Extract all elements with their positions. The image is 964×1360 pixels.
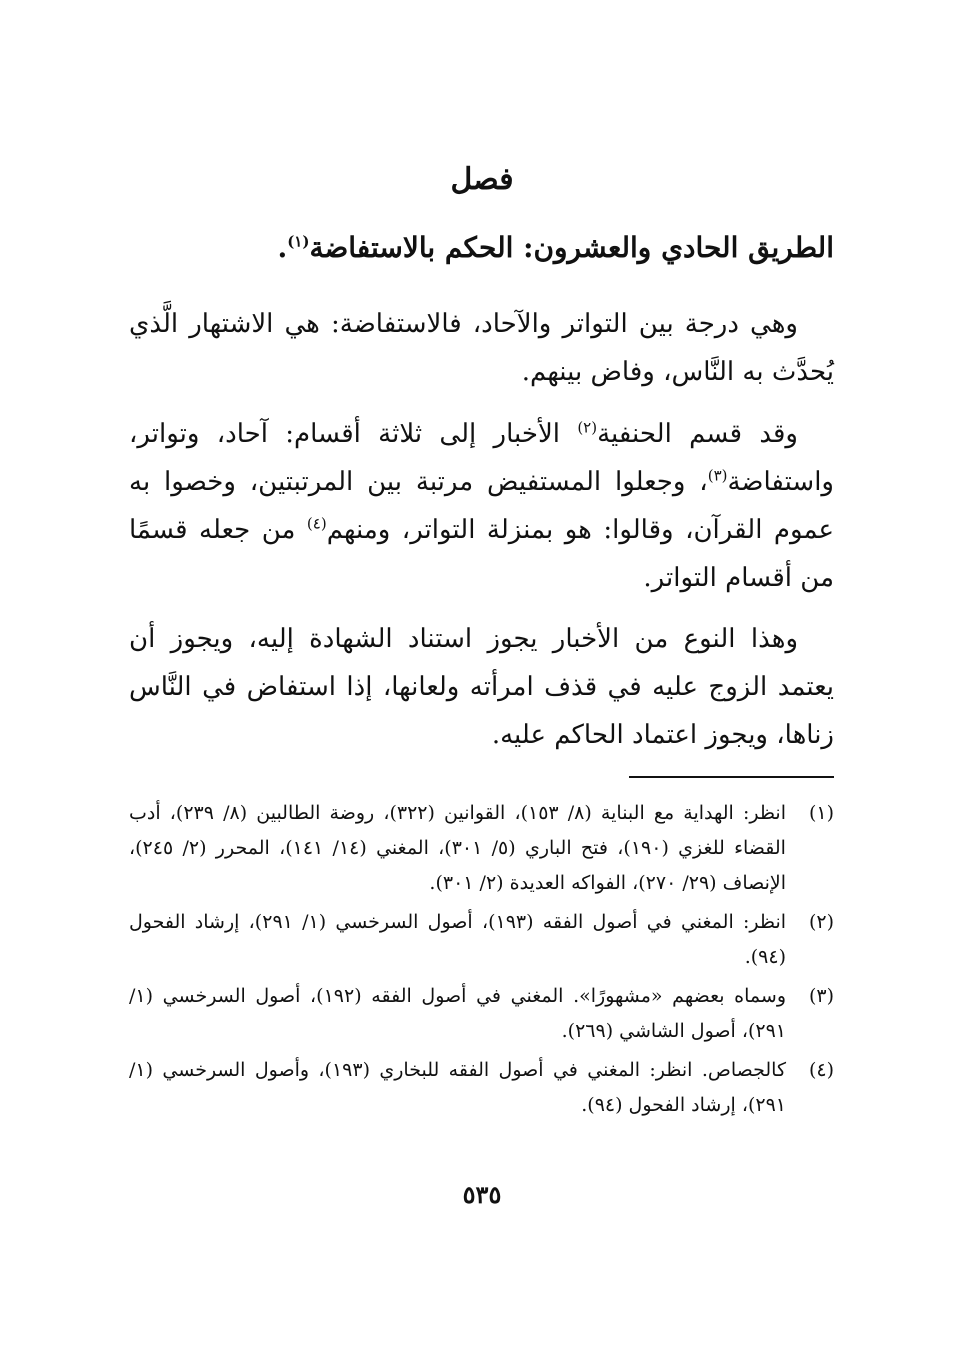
heading-trailing: .	[277, 231, 288, 264]
footnote-item	[129, 979, 834, 1049]
footnote-ref-4: (٤)	[306, 514, 327, 533]
footnote-text: وسماه بعضهم «مشهورًا». المغني في أصول الفقه (١٩٢)، أصول السرخسي (١/ ٢٩١)، أصول الشاشي (٢٦٩).	[129, 985, 786, 1042]
footnote-number: (٣)	[808, 985, 834, 1007]
footnote-ref-1: (١)	[287, 232, 310, 251]
footnote-ref-2: (٢)	[577, 418, 598, 437]
heading-text: الطريق الحادي والعشرون: الحكم بالاستفاضة	[309, 231, 834, 264]
footnote-separator	[629, 776, 834, 778]
page-number: ٥٣٥	[462, 1180, 502, 1209]
footnote-item	[129, 905, 834, 975]
paragraph-2	[129, 410, 834, 602]
footnote-text: انظر: المغني في أصول الفقه (١٩٣)، أصول السرخسي (١/ ٢٩١)، إرشاد الفحول (٩٤).	[129, 911, 787, 968]
footnote-number: (٤)	[808, 1059, 834, 1081]
footnote-ref-3: (٣)	[707, 466, 728, 485]
paragraph-3: وهذا النوع من الأخبار يجوز استناد الشهادة إليه، ويجوز أن يعتمد الزوج عليه في قذف امرأته ولعانها، إذا استفاض في النَّاس زناها، ويجوز اعتماد الحاكم عليه.	[129, 624, 834, 750]
footnote-text: انظر: الهداية مع البناية (٨/ ١٥٣)، القوانين (٣٢٢)، روضة الطالبين (٨/ ٢٣٩)، أدب القضاء للغزي (١٩٠)، فتح الباري (٥/ ٣٠١)، المغني (١٤/ ١٤١)، المحرر (٢/ ٢٤٥)، الإنصاف (٢٩/ ٢٧٠)، الفواكه العديدة (٢/ ٣٠١).	[129, 802, 787, 894]
footnotes-list	[129, 796, 834, 1127]
footnote-number: (٢)	[808, 911, 834, 933]
footnote-number: (١)	[808, 802, 834, 824]
footnote-text: كالجصاص. انظر: المغني في أصول الفقه للبخاري (١٩٣)، وأصول السرخسي (١/ ٢٩١)، إرشاد الفحول (٩٤).	[129, 1059, 786, 1116]
footnote-item	[129, 1053, 834, 1123]
paragraph-2-part-2: الأخبار إلى ثلاثة أقسام: آحاد، وتواتر، واستفاضة	[129, 419, 834, 497]
paragraph-1: وهي درجة بين التواتر والآحاد، فالاستفاضة: هي الاشتهار الَّذي يُحدَّث به النَّاس، وفاض بينهم.	[129, 309, 834, 387]
paragraph-2-part-4: من جعله قسمًا من أقسام التواتر.	[129, 515, 834, 593]
paragraph-2-part-1: وقد قسم الحنفية	[597, 419, 798, 449]
chapter-heading	[124, 228, 834, 268]
paragraph-2-part-3: ، وجعلوا المستفيض مرتبة بين المرتبتين، وخصوا به عموم القرآن، وقالوا: هو بمنزلة التواتر، ومنهم	[129, 467, 834, 545]
footnote-item	[129, 796, 834, 901]
section-title: فصل	[450, 162, 514, 197]
